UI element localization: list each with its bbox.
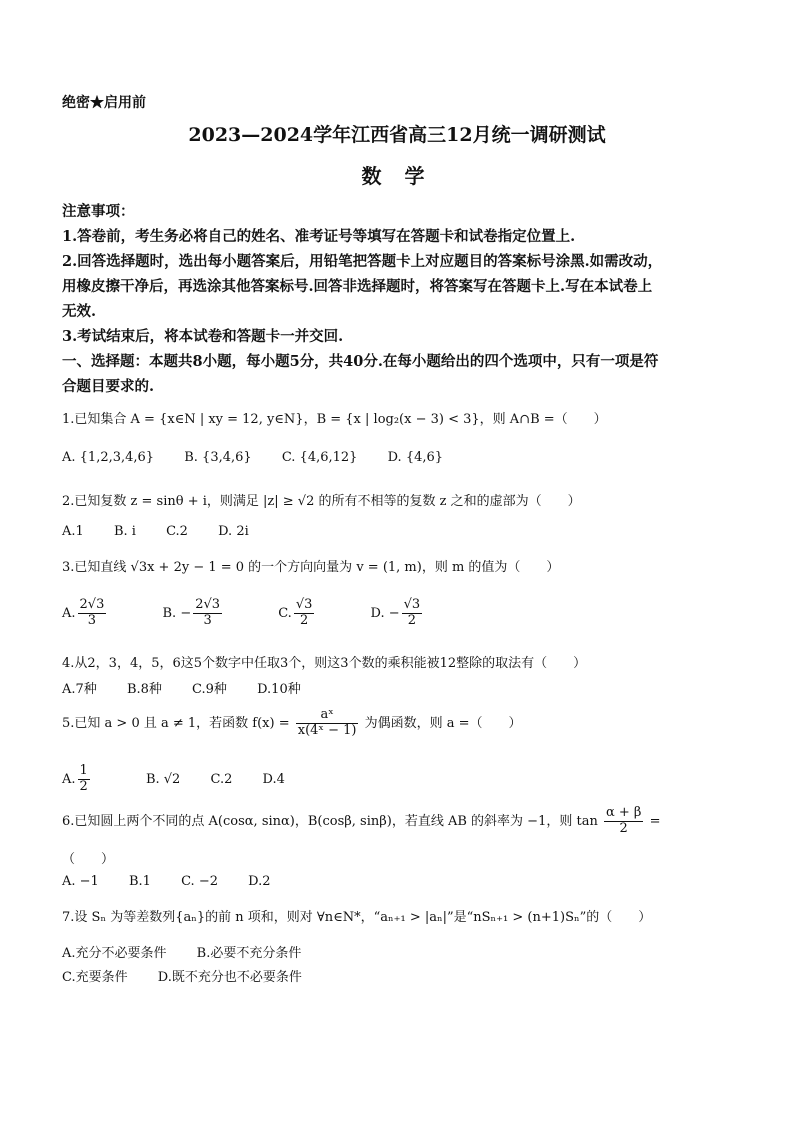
q3-c-denominator: 2 (299, 612, 309, 628)
question-7-options-row2 (62, 966, 328, 985)
q2-option-a: A.1 (62, 524, 84, 539)
question-2-stem: 2.已知复数 z = sinθ + i，则满足 |z| ≥ √2 的所有不相等的复数 z 之和的虚部为（ ） (62, 494, 581, 509)
q3-b-denominator: 3 (203, 612, 212, 628)
q5-a-denominator: 2 (79, 778, 88, 794)
q5-option-a-label: A. (62, 771, 76, 787)
q6-numerator: α + β (605, 805, 642, 820)
question-3-options (62, 598, 474, 629)
q6-option-d: D.2 (248, 874, 271, 889)
q6-stem-post: = (649, 813, 661, 829)
notice-heading: 注意事项： (62, 203, 135, 220)
notice-line-5: 3.考试结束后，将本试卷和答题卡一并交回. (62, 328, 344, 345)
q7-option-d: D.既不充分也不必要条件 (157, 970, 302, 985)
q3-d-numerator: √3 (403, 597, 421, 612)
q3-option-a (62, 597, 137, 628)
q3-option-b-fraction (193, 598, 248, 629)
q3-a-denominator: 3 (87, 612, 97, 628)
q5-stem-pre: 5.已知 a > 0 且 a ≠ 1，若函数 f(x) = (62, 715, 290, 731)
question-1-options (62, 450, 469, 465)
section-heading-2: 合题目要求的. (62, 378, 155, 395)
q5-option-a-fraction (78, 764, 116, 795)
q7-option-a: A.充分不必要条件 (62, 946, 167, 961)
question-5-stem (62, 708, 522, 739)
q3-option-c (278, 597, 344, 628)
q3-option-a-fraction (78, 598, 133, 629)
question-3-stem: 3.已知直线 √3x + 2y − 1 = 0 的一个方向向量为 v = (1, m)，则 m 的值为（ ） (62, 560, 560, 575)
question-5-options (62, 764, 311, 795)
q1-option-a: A. {1,2,3,4,6} (62, 450, 155, 465)
notice-line-3: 用橡皮擦干净后，再选涂其他答案标号.回答非选择题时，将答案写在答题卡上.写在本试卷上 (62, 278, 653, 295)
q7-option-c: C.充要条件 (62, 970, 128, 985)
q1-option-c: C. {4,6,12} (281, 450, 358, 465)
q5-numerator: aˣ (296, 708, 359, 724)
q4-option-c: C.9种 (192, 682, 227, 697)
question-6-stem (62, 806, 660, 837)
q1-option-d: D. {4,6} (387, 450, 444, 465)
q4-option-d: D.10种 (257, 682, 301, 697)
q3-option-d-fraction (402, 598, 449, 629)
q2-option-b: B. i (113, 524, 136, 539)
q3-b-numerator: 2√3 (195, 597, 221, 612)
q1-option-b: B. {3,4,6} (184, 450, 252, 465)
q4-option-b: B.8种 (126, 682, 162, 697)
q3-option-d-label: D. − (370, 605, 400, 621)
notice-line-1: 1.答卷前，考生务必将自己的姓名、准考证号等填写在答题卡和试卷指定位置上. (62, 228, 576, 245)
q2-option-d: D. 2i (218, 524, 249, 539)
subject-title: 数 学 (361, 164, 433, 188)
q5-option-c: C.2 (210, 771, 233, 787)
q5-stem-post: 为偶函数，则 a =（ ） (364, 715, 522, 731)
q6-denominator: 2 (619, 820, 628, 836)
section-heading-1: 一、选择题：本题共8小题，每小题5分，共40分.在每小题给出的四个选项中，只有一项是符 (62, 353, 659, 370)
q5-option-b: B. √2 (145, 771, 181, 787)
question-6-options (62, 874, 297, 889)
q3-option-b (162, 597, 253, 628)
question-1-stem: 1.已知集合 A = {x∈N | xy = 12, y∈N}，B = {x | log₂(x − 3) < 3}，则 A∩B =（ ） (62, 412, 607, 427)
q6-option-c: C. −2 (181, 874, 218, 889)
question-4-stem: 4.从2，3，4，5，6这5个数字中任取3个，则这3个数的乘积能被12整除的取法有（ ） (62, 656, 587, 671)
q4-option-a: A.7种 (62, 682, 97, 697)
q6-option-a: A. −1 (62, 874, 99, 889)
q5-function-fraction (296, 708, 359, 739)
question-6-stem-line2: （ ） (62, 852, 115, 867)
q3-option-b-label: B. − (162, 605, 192, 621)
notice-line-2: 2.回答选择题时，选出每小题答案后，用铅笔把答题卡上对应题目的答案标号涂黑.如需改动， (62, 253, 663, 270)
q3-a-numerator: 2√3 (79, 597, 105, 612)
q5-denominator: x(4ˣ − 1) (297, 722, 357, 738)
q3-option-c-label: C. (278, 605, 292, 621)
question-2-options (62, 524, 275, 539)
q6-option-b: B.1 (128, 874, 151, 889)
q6-stem-pre: 6.已知圆上两个不同的点 A(cosα, sinα)，B(cosβ, sinβ)，若直线 AB 的斜率为 −1，则 tan (62, 813, 598, 829)
question-4-options (62, 678, 327, 697)
question-7-stem: 7.设 Sₙ 为等差数列{aₙ}的前 n 项和，则对 ∀n∈N*，“aₙ₊₁ > |aₙ|”是“nSₙ₊₁ > (n+1)Sₙ”的（ ） (62, 910, 652, 925)
q6-tan-fraction (604, 806, 643, 837)
q3-option-d (370, 597, 449, 628)
exam-title: 2023—2024学年江西省高三12月统一调研测试 (188, 124, 606, 146)
q3-d-denominator: 2 (407, 612, 417, 628)
secret-label: 绝密★启用前 (62, 95, 146, 111)
question-7-options-row1 (62, 942, 327, 961)
q3-option-c-fraction (294, 598, 341, 629)
notice-line-4: 无效. (62, 303, 97, 320)
q5-option-d: D.4 (262, 771, 285, 787)
q7-option-b: B.必要不充分条件 (196, 946, 302, 961)
q2-option-c: C.2 (166, 524, 188, 539)
q5-a-numerator: 1 (79, 763, 88, 778)
q3-option-a-label: A. (62, 605, 76, 621)
q3-c-numerator: √3 (295, 597, 313, 612)
q5-option-a (62, 763, 120, 794)
